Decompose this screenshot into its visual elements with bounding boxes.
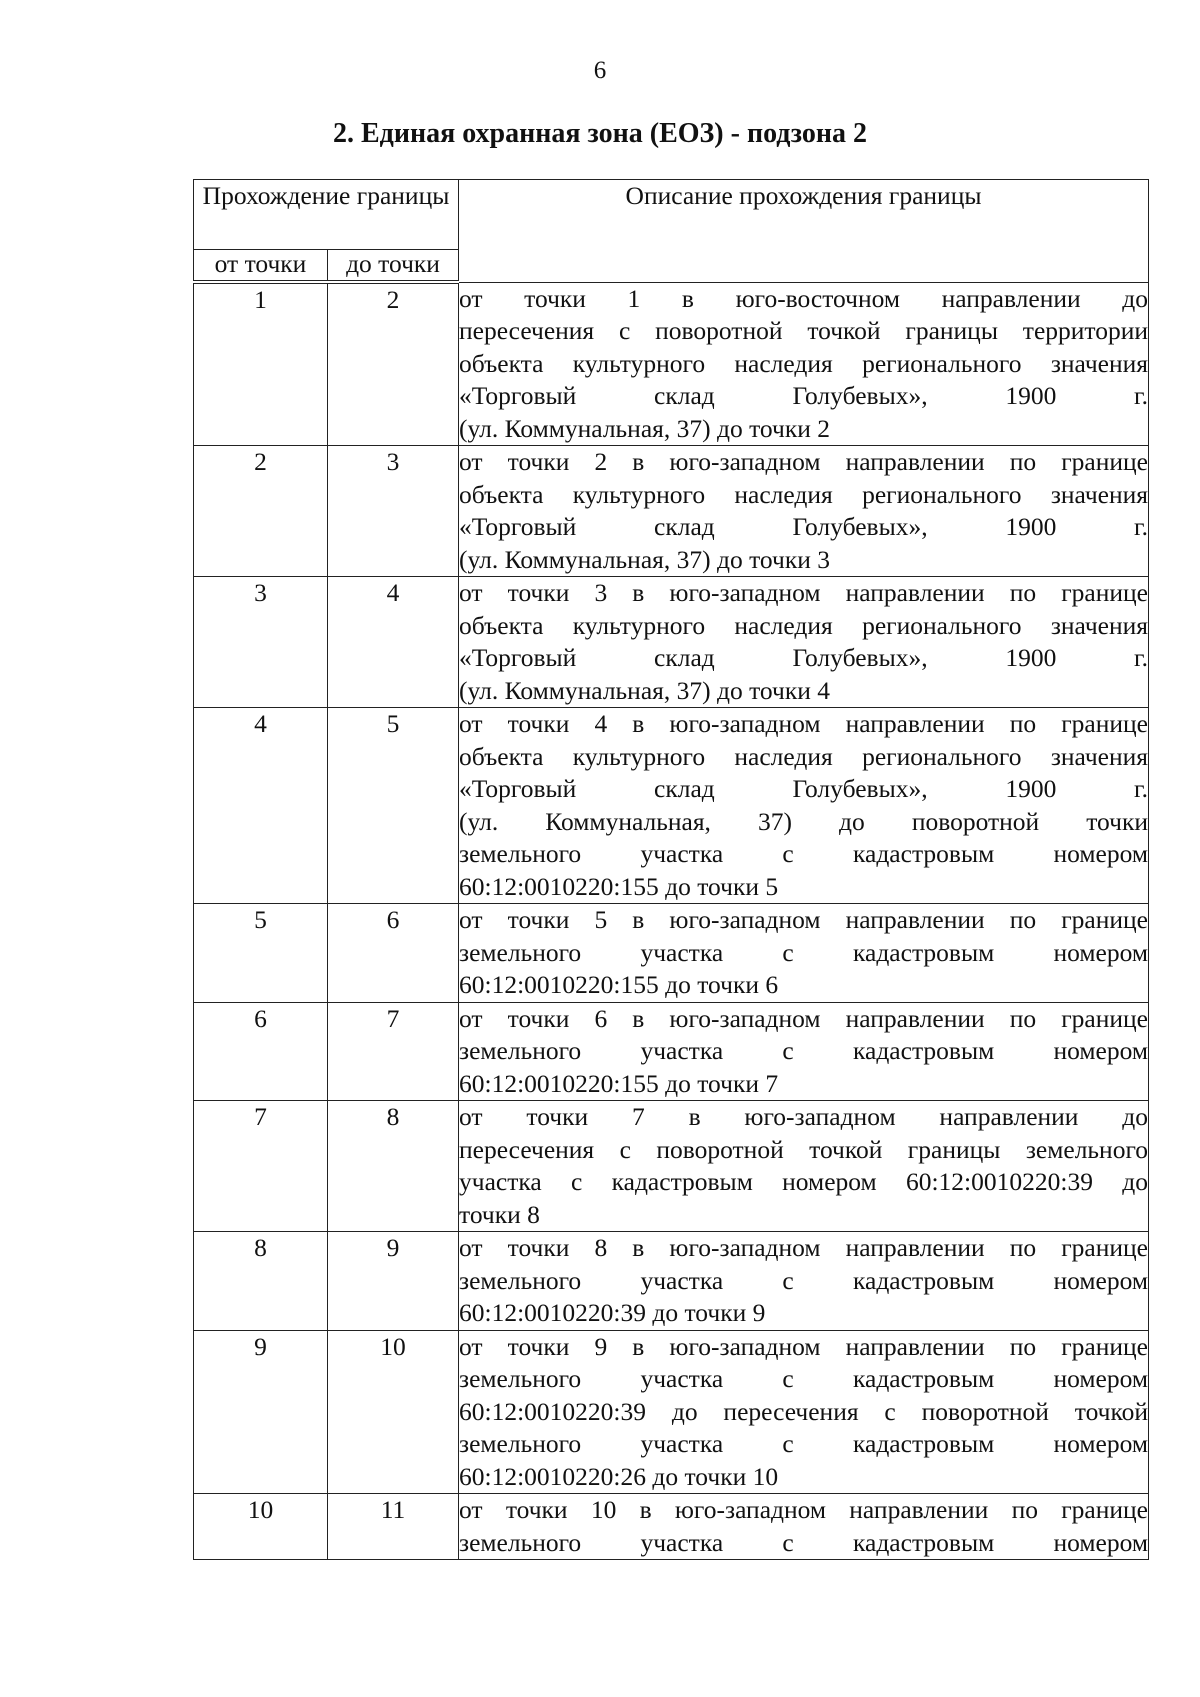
header-passage: Прохождение границы bbox=[194, 180, 459, 250]
header-description: Описание прохождения границы bbox=[459, 180, 1149, 283]
cell-to-point: 4 bbox=[328, 577, 459, 708]
description-line: пересечения с поворотной точкой границы территории bbox=[459, 316, 1149, 345]
description-line: от точки 6 в юго-западном направлении по границе bbox=[459, 1003, 1149, 1033]
header-to-point: до точки bbox=[328, 250, 459, 283]
description-line: земельного участка с кадастровым номером bbox=[459, 1036, 1149, 1065]
cell-description bbox=[459, 282, 1149, 446]
cell-from-point: 4 bbox=[194, 708, 328, 904]
description-line: от точки 9 в юго-западном направлении по границе bbox=[459, 1331, 1149, 1361]
cell-to-point: 2 bbox=[328, 282, 459, 446]
description-line: объекта культурного наследия регионального значения bbox=[459, 741, 1149, 771]
description-line: земельного участка с кадастровым номером bbox=[459, 839, 1149, 868]
description-line: объекта культурного наследия регионального значения bbox=[459, 348, 1149, 378]
description-line: (ул. Коммунальная, 37) до точки 3 bbox=[459, 544, 830, 574]
cell-from-point: 6 bbox=[194, 1002, 328, 1101]
cell-to-point: 3 bbox=[328, 446, 459, 577]
description-line: земельного участка с кадастровым номером bbox=[459, 937, 1149, 967]
description-line: от точки 5 в юго-западном направлении по границе bbox=[459, 905, 1149, 934]
description-line: участка с кадастровым номером 60:12:0010220:39 до bbox=[459, 1167, 1149, 1196]
boundary-table bbox=[193, 179, 1149, 1560]
description-line: земельного участка с кадастровым номером bbox=[459, 1364, 1149, 1393]
description-line: «Торговый склад Голубевых», 1900 г. bbox=[459, 643, 1149, 672]
table-row bbox=[194, 904, 1149, 1003]
description-line: от точки 10 в юго-западном направлении по границе bbox=[459, 1495, 1149, 1524]
page-number: 6 bbox=[593, 57, 607, 84]
description-line: «Торговый склад Голубевых», 1900 г. bbox=[459, 774, 1149, 803]
table-row bbox=[194, 708, 1149, 904]
cell-from-point: 3 bbox=[194, 577, 328, 708]
table-row bbox=[194, 1002, 1149, 1101]
description-line: объекта культурного наследия регионального значения bbox=[459, 479, 1149, 509]
description-line: от точки 7 в юго-западном направлении до bbox=[459, 1102, 1149, 1131]
description-line: «Торговый склад Голубевых», 1900 г. bbox=[459, 512, 1149, 541]
cell-description bbox=[459, 446, 1149, 577]
cell-description bbox=[459, 1330, 1149, 1494]
cell-from-point: 1 bbox=[194, 282, 328, 446]
cell-from-point: 9 bbox=[194, 1330, 328, 1494]
description-line: земельного участка с кадастровым номером bbox=[459, 1527, 1149, 1557]
description-line: (ул. Коммунальная, 37) до поворотной точки bbox=[459, 806, 1149, 836]
cell-to-point: 5 bbox=[328, 708, 459, 904]
description-line: 60:12:0010220:39 до точки 9 bbox=[459, 1298, 766, 1327]
description-line: (ул. Коммунальная, 37) до точки 4 bbox=[459, 675, 830, 705]
cell-from-point: 7 bbox=[194, 1101, 328, 1232]
description-line: 60:12:0010220:155 до точки 7 bbox=[459, 1068, 779, 1098]
cell-description bbox=[459, 1494, 1149, 1560]
cell-from-point: 2 bbox=[194, 446, 328, 577]
cell-to-point: 6 bbox=[328, 904, 459, 1003]
description-line: земельного участка с кадастровым номером bbox=[459, 1265, 1149, 1295]
description-line: объекта культурного наследия регионального значения bbox=[459, 610, 1149, 640]
description-line: земельного участка с кадастровым номером bbox=[459, 1429, 1149, 1458]
cell-description bbox=[459, 1002, 1149, 1101]
description-line: 60:12:0010220:26 до точки 10 bbox=[459, 1461, 779, 1491]
cell-to-point: 11 bbox=[328, 1494, 459, 1560]
description-line: от точки 2 в юго-западном направлении по границе bbox=[459, 447, 1149, 476]
table-header bbox=[194, 180, 1149, 283]
description-line: «Торговый склад Голубевых», 1900 г. bbox=[459, 381, 1149, 410]
description-line: 60:12:0010220:39 до пересечения с поворотной точкой bbox=[459, 1396, 1149, 1426]
cell-from-point: 8 bbox=[194, 1232, 328, 1331]
cell-description bbox=[459, 708, 1149, 904]
cell-description bbox=[459, 1232, 1149, 1331]
table-body bbox=[194, 282, 1149, 1560]
cell-description bbox=[459, 577, 1149, 708]
description-line: точки 8 bbox=[459, 1199, 540, 1229]
cell-to-point: 7 bbox=[328, 1002, 459, 1101]
description-line: от точки 3 в юго-западном направлении по границе bbox=[459, 578, 1149, 607]
cell-to-point: 9 bbox=[328, 1232, 459, 1331]
table-row bbox=[194, 1330, 1149, 1494]
cell-to-point: 8 bbox=[328, 1101, 459, 1232]
table-row bbox=[194, 446, 1149, 577]
description-line: 60:12:0010220:155 до точки 5 bbox=[459, 871, 779, 901]
table-row bbox=[194, 1232, 1149, 1331]
table-row bbox=[194, 1494, 1149, 1560]
cell-description bbox=[459, 1101, 1149, 1232]
description-line: 60:12:0010220:155 до точки 6 bbox=[459, 970, 779, 999]
header-from-point: от точки bbox=[194, 250, 328, 283]
cell-from-point: 5 bbox=[194, 904, 328, 1003]
description-line: (ул. Коммунальная, 37) до точки 2 bbox=[459, 413, 830, 443]
description-line: пересечения с поворотной точкой границы земельного bbox=[459, 1134, 1149, 1164]
page-title: 2. Единая охранная зона (ЕОЗ) - подзона 2 bbox=[332, 118, 868, 149]
cell-from-point: 10 bbox=[194, 1494, 328, 1560]
table-row bbox=[194, 1101, 1149, 1232]
table-row bbox=[194, 577, 1149, 708]
description-line: от точки 8 в юго-западном направлении по границе bbox=[459, 1233, 1149, 1262]
table-row bbox=[194, 282, 1149, 446]
cell-description bbox=[459, 904, 1149, 1003]
description-line: от точки 4 в юго-западном направлении по границе bbox=[459, 709, 1149, 738]
cell-to-point: 10 bbox=[328, 1330, 459, 1494]
description-line: от точки 1 в юго-восточном направлении до bbox=[459, 283, 1149, 313]
